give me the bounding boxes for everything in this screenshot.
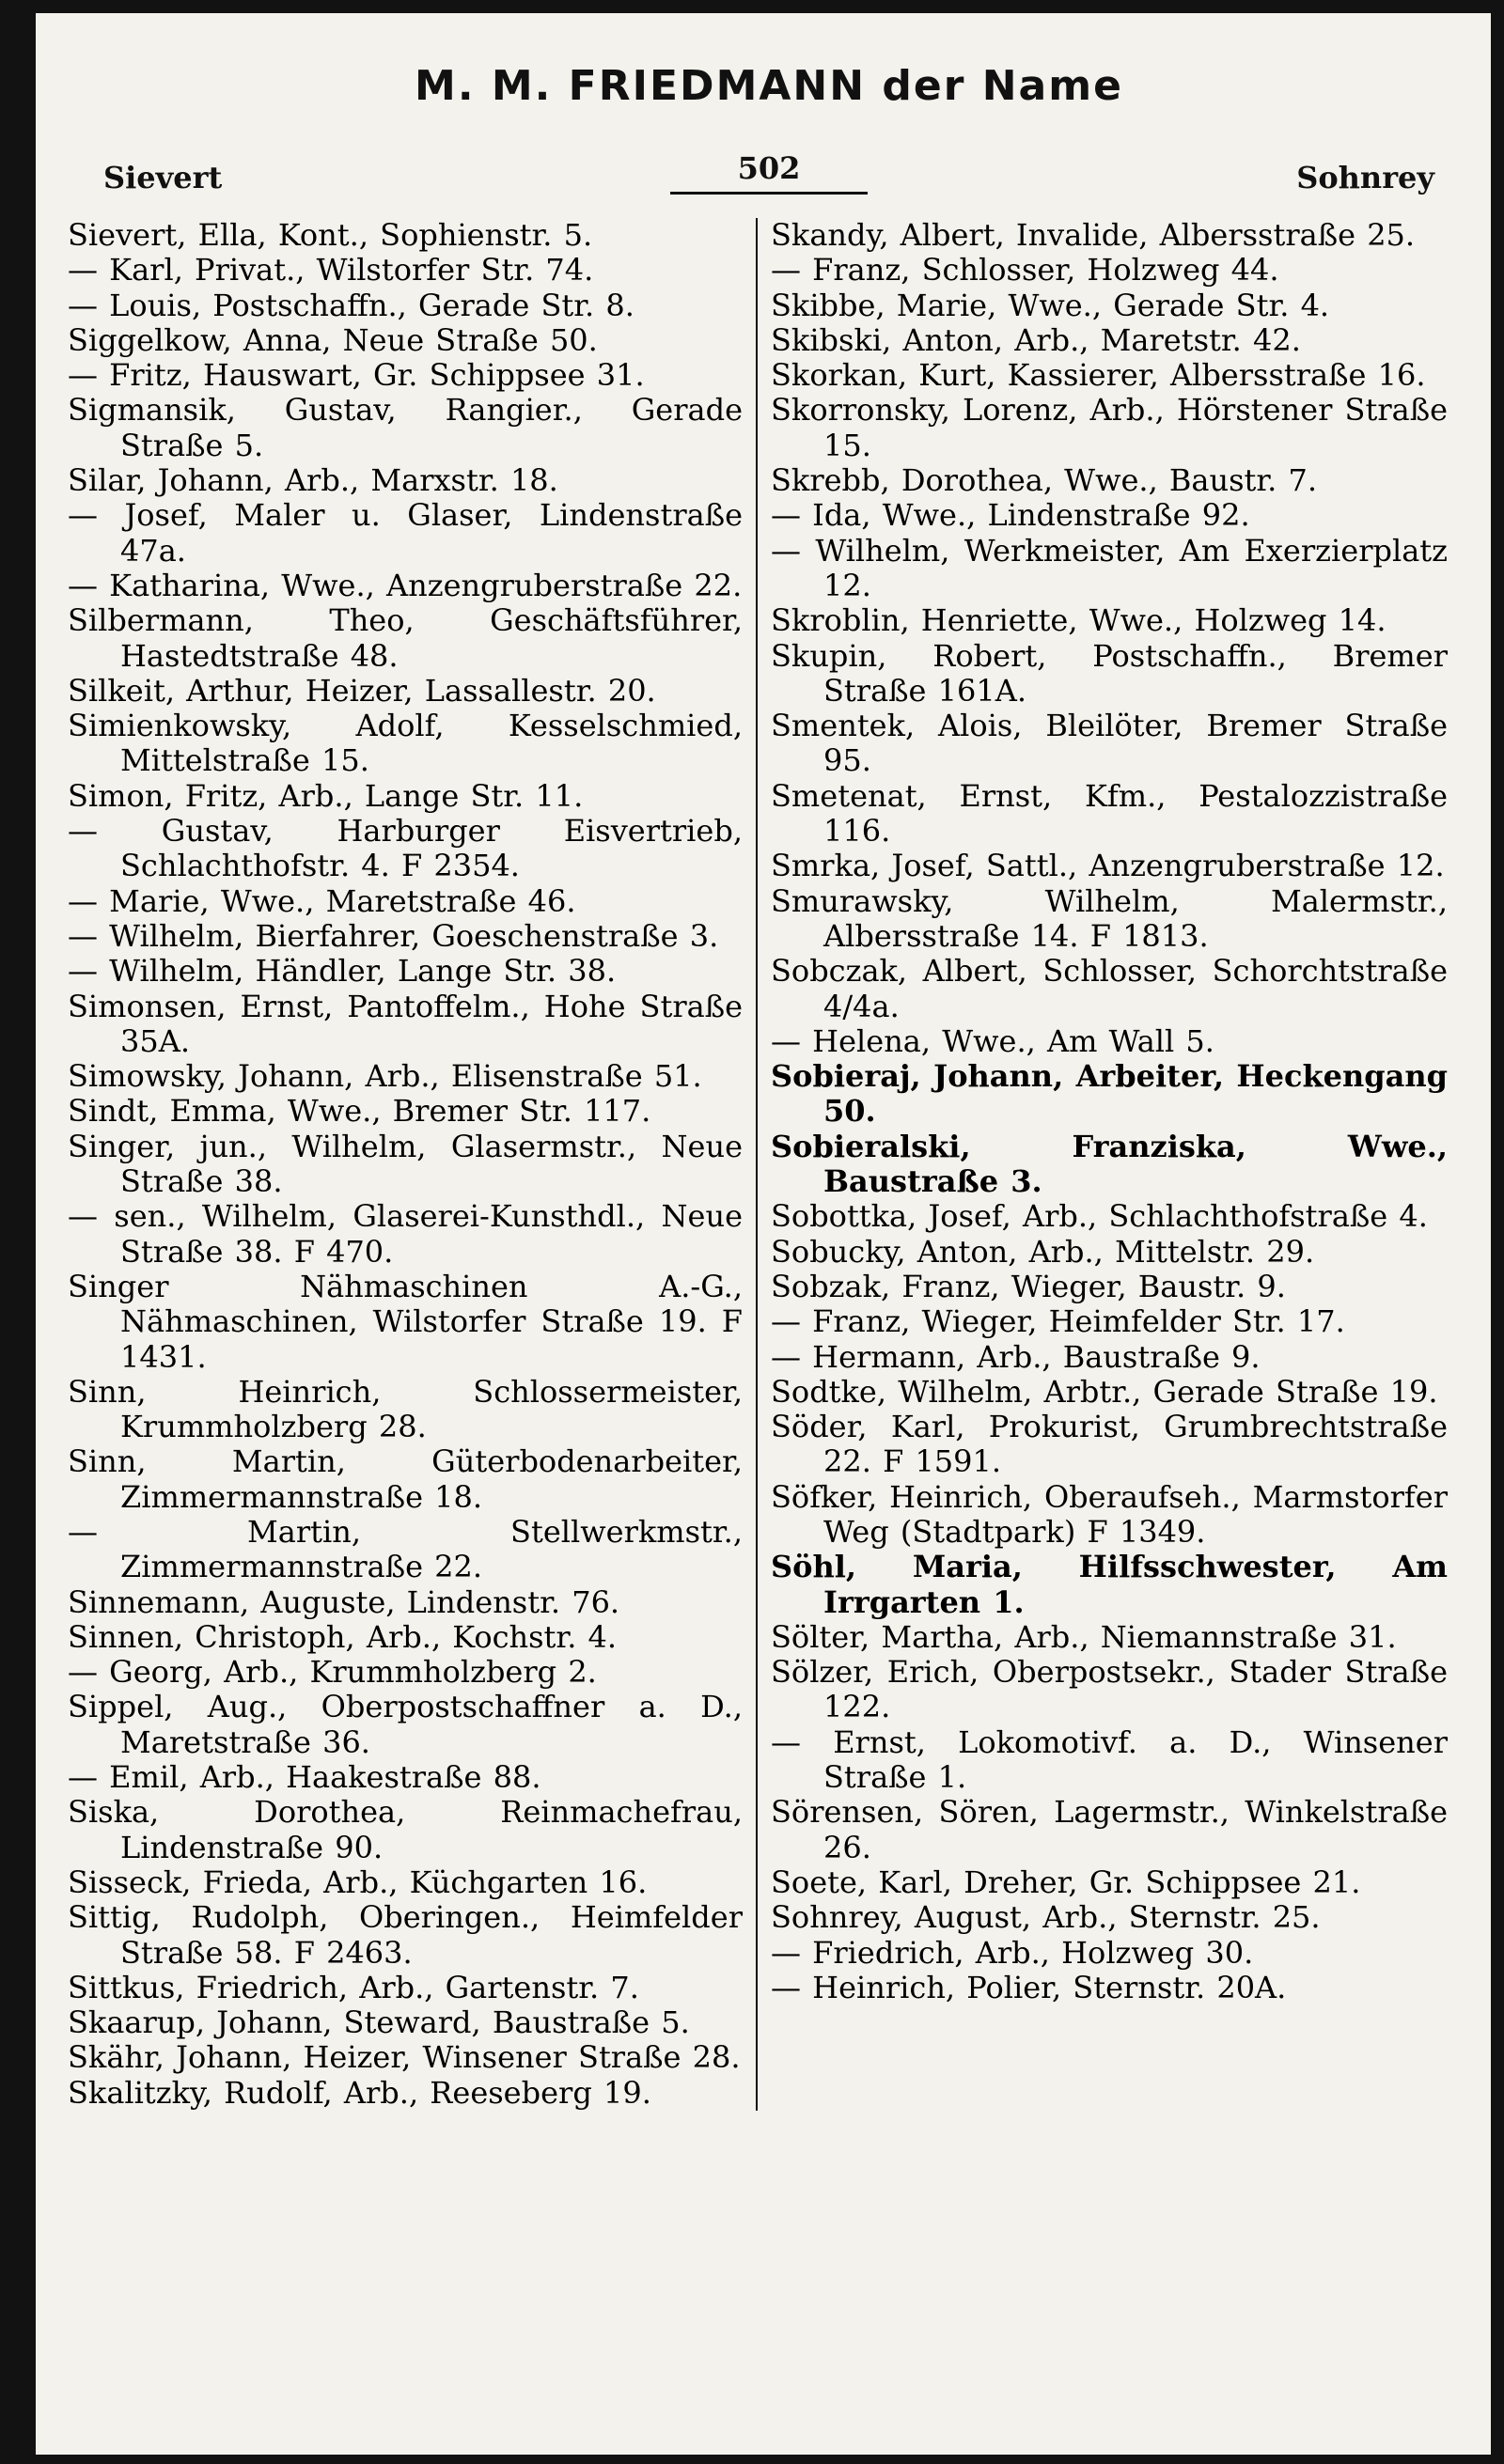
directory-entry: Simowsky, Johann, Arb., Elisenstraße 51. — [68, 1058, 702, 1095]
directory-entry: Skroblin, Henriette, Wwe., Holzweg 14. — [771, 602, 1386, 639]
directory-entry: — Fritz, Hauswart, Gr. Schippsee 31. — [68, 357, 645, 394]
directory-entry: Skorkan, Kurt, Kassierer, Albersstraße 16. — [771, 357, 1426, 394]
directory-entry: — Louis, Postschaffn., Gerade Str. 8. — [68, 287, 634, 323]
directory-entry: Simonsen, Ernst, Pantoffelm., Hohe Straße 35A. — [68, 988, 743, 1059]
directory-entry: Sinnen, Christoph, Arb., Kochstr. 4. — [68, 1618, 618, 1655]
directory-entry: Singer Nähmaschinen A.-G., Nähmaschinen, Wilstorfer Straße 19. F 1431. — [68, 1268, 743, 1375]
running-head-right: Sohnrey — [1296, 160, 1434, 195]
directory-entry: Sobczak, Albert, Schlosser, Schorchtstraße 4/4a. — [771, 953, 1448, 1024]
directory-entry: — Franz, Schlosser, Holzweg 44. — [771, 252, 1279, 289]
directory-entry: — Marie, Wwe., Maretstraße 46. — [68, 882, 576, 919]
directory-entry: Sippel, Aug., Oberpostschaffner a. D., Maretstraße 36. — [68, 1689, 743, 1760]
directory-entry: Sinn, Heinrich, Schlossermeister, Krummholzberg 28. — [68, 1373, 743, 1445]
running-head — [103, 150, 1434, 211]
directory-entry: — sen., Wilhelm, Glaserei-Kunsthdl., Neue Straße 38. F 470. — [68, 1198, 743, 1270]
directory-entry: Smetenat, Ernst, Kfm., Pestalozzistraße 116. — [771, 777, 1448, 850]
directory-entry: — Ernst, Lokomotivf. a. D., Winsener Straße 1. — [771, 1723, 1448, 1796]
page-number: 502 — [670, 150, 868, 195]
directory-entry: Skaarup, Johann, Steward, Baustraße 5. — [68, 2004, 690, 2041]
directory-entry: Söder, Karl, Prokurist, Grumbrechtstraße 22. F 1591. — [771, 1409, 1448, 1480]
directory-entry: Silar, Johann, Arb., Marxstr. 18. — [68, 462, 558, 499]
directory-entry: Smrka, Josef, Sattl., Anzengruberstraße 12. — [771, 848, 1445, 884]
directory-entry: Sohnrey, August, Arb., Sternstr. 25. — [771, 1899, 1321, 1936]
directory-entry: — Wilhelm, Werkmeister, Am Exerzierplatz 12. — [771, 532, 1448, 603]
directory-entry: Sobucky, Anton, Arb., Mittelstr. 29. — [771, 1233, 1315, 1270]
directory-entry: Skalitzky, Rudolf, Arb., Reeseberg 19. — [68, 2074, 651, 2111]
directory-entry: — Hermann, Arb., Baustraße 9. — [771, 1338, 1261, 1375]
directory-entry: Simon, Fritz, Arb., Lange Str. 11. — [68, 777, 584, 814]
directory-entry: Skibski, Anton, Arb., Maretstr. 42. — [771, 321, 1301, 358]
running-head-left: Sievert — [103, 160, 223, 195]
directory-entry: — Gustav, Harburger Eisvertrieb, Schlachthofstr. 4. F 2354. — [68, 813, 743, 884]
page-banner: M. M. FRIEDMANN der Name — [415, 62, 1123, 110]
directory-entry: Silkeit, Arthur, Heizer, Lassallestr. 20. — [68, 672, 656, 709]
directory-entry: Sievert, Ella, Kont., Sophienstr. 5. — [68, 217, 593, 253]
directory-entry: Skorronsky, Lorenz, Arb., Hörstener Straße 15. — [771, 392, 1448, 463]
directory-entry: Skibbe, Marie, Wwe., Gerade Str. 4. — [771, 287, 1330, 323]
directory-entry: — Emil, Arb., Haakestraße 88. — [68, 1759, 541, 1796]
directory-entry: Smentek, Alois, Bleilöter, Bremer Straße 95. — [771, 708, 1448, 779]
directory-entry: — Wilhelm, Händler, Lange Str. 38. — [68, 953, 617, 990]
directory-entry: Soete, Karl, Dreher, Gr. Schippsee 21. — [771, 1864, 1361, 1900]
directory-entry: Skähr, Johann, Heizer, Winsener Straße 28. — [68, 2039, 741, 2076]
directory-entry: Sölter, Martha, Arb., Niemannstraße 31. — [771, 1618, 1397, 1655]
directory-entry: — Franz, Wieger, Heimfelder Str. 17. — [771, 1303, 1345, 1340]
directory-entry: Sisseck, Frieda, Arb., Küchgarten 16. — [68, 1864, 648, 1900]
directory-entry: Smurawsky, Wilhelm, Malermstr., Albersstraße 14. F 1813. — [771, 882, 1448, 954]
directory-entry: Söhl, Maria, Hilfsschwester, Am Irrgarten 1. — [771, 1549, 1448, 1620]
directory-entry: Sobzak, Franz, Wieger, Baustr. 9. — [771, 1268, 1286, 1304]
left-column — [68, 218, 758, 2111]
directory-entry: — Heinrich, Polier, Sternstr. 20A. — [771, 1969, 1287, 2005]
directory-entry: — Georg, Arb., Krummholzberg 2. — [68, 1654, 597, 1691]
directory-entry: Sodtke, Wilhelm, Arbtr., Gerade Straße 19. — [771, 1373, 1438, 1410]
directory-entry: Silbermann, Theo, Geschäftsführer, Hastedtstraße 48. — [68, 602, 743, 674]
directory-entry: — Katharina, Wwe., Anzengruberstraße 22. — [68, 567, 743, 603]
directory-entry: Sölzer, Erich, Oberpostsekr., Stader Straße 122. — [771, 1654, 1448, 1725]
directory-entry: Siggelkow, Anna, Neue Straße 50. — [68, 321, 598, 358]
directory-entry: — Ida, Wwe., Lindenstraße 92. — [771, 497, 1250, 534]
directory-entry: Sinn, Martin, Güterbodenarbeiter, Zimmermannstraße 18. — [68, 1443, 743, 1515]
directory-entry: Söfker, Heinrich, Oberaufseh., Marmstorfer Weg (Stadtpark) F 1349. — [771, 1478, 1448, 1550]
directory-entry: — Karl, Privat., Wilstorfer Str. 74. — [68, 252, 594, 289]
directory-entry: Siska, Dorothea, Reinmachefrau, Lindenstraße 90. — [68, 1794, 743, 1865]
directory-entry: Sittkus, Friedrich, Arb., Gartenstr. 7. — [68, 1969, 639, 2005]
directory-entry: Sigmansik, Gustav, Rangier., Gerade Straße 5. — [68, 392, 743, 463]
directory-entry: — Martin, Stellwerkmstr., Zimmermannstraße 22. — [68, 1513, 743, 1585]
directory-entry: Sörensen, Sören, Lagermstr., Winkelstraße 26. — [771, 1794, 1448, 1865]
directory-entry: Sittig, Rudolph, Oberingen., Heimfelder Straße 58. F 2463. — [68, 1899, 743, 1971]
directory-entry: Skrebb, Dorothea, Wwe., Baustr. 7. — [771, 462, 1318, 499]
directory-entry: Sobieraj, Johann, Arbeiter, Heckengang 50. — [771, 1058, 1448, 1130]
directory-columns — [68, 218, 1448, 2111]
directory-entry: — Helena, Wwe., Am Wall 5. — [771, 1022, 1214, 1059]
directory-entry: — Friedrich, Arb., Holzweg 30. — [771, 1934, 1254, 1971]
directory-entry: Skupin, Robert, Postschaffn., Bremer Straße 161A. — [771, 637, 1448, 709]
directory-entry: Sinnemann, Auguste, Lindenstr. 76. — [68, 1583, 620, 1620]
directory-entry: Sobottka, Josef, Arb., Schlachthofstraße 4. — [771, 1198, 1428, 1235]
directory-entry: Simienkowsky, Adolf, Kesselschmied, Mittelstraße 15. — [68, 708, 743, 779]
directory-entry: Singer, jun., Wilhelm, Glasermstr., Neue Straße 38. — [68, 1128, 743, 1200]
directory-entry: Sindt, Emma, Wwe., Bremer Str. 117. — [68, 1093, 651, 1130]
directory-entry: — Josef, Maler u. Glaser, Lindenstraße 47a. — [68, 497, 743, 569]
directory-entry: Sobieralski, Franziska, Wwe., Baustraße 3. — [771, 1128, 1448, 1200]
right-column — [758, 218, 1448, 2111]
directory-entry: — Wilhelm, Bierfahrer, Goeschenstraße 3. — [68, 917, 719, 954]
directory-entry: Skandy, Albert, Invalide, Albersstraße 25. — [771, 217, 1416, 253]
